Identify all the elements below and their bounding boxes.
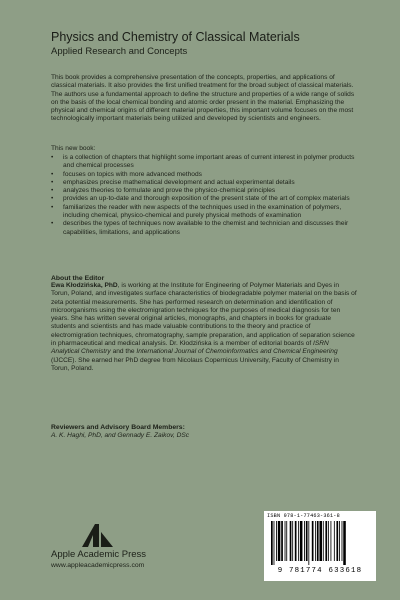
about-editor-heading: About the Editor bbox=[51, 275, 105, 282]
feature-item: • is a collection of chapters that highlight some important areas of current interest in polymer products and chemical processes bbox=[51, 154, 357, 171]
feature-item: • familiarizes the reader with new aspects of the techniques used in the examination of polymers, including chemical, physico-chemical and purely physical methods of examination bbox=[51, 204, 357, 221]
journal-name: International Journal of Chemoinformatics and Chemical Engineering bbox=[136, 348, 338, 356]
barcode-icon bbox=[271, 521, 371, 565]
isbn-label: ISBN 978-1-77463-361-8 bbox=[267, 513, 340, 519]
reviewers-names: A. K. Haghi, PhD, and Gennady E. Zaikov, DSc bbox=[51, 432, 190, 439]
publisher-logo-icon bbox=[80, 523, 114, 547]
editor-name: Ewa Kłodzińska, PhD bbox=[51, 282, 118, 289]
new-book-heading: This new book: bbox=[51, 145, 96, 152]
journal-name: ISRN Analytical Chemistry bbox=[51, 340, 329, 356]
publisher-website: www.appleacademicpress.com bbox=[51, 562, 145, 569]
editor-bio-text: and the bbox=[110, 348, 137, 356]
feature-item: • analyzes theories to formulate and prove the physico-chemical principles bbox=[51, 187, 357, 195]
barcode-digits: 9 781774 633618 bbox=[277, 567, 363, 575]
reviewers-heading: Reviewers and Advisory Board Members: bbox=[51, 424, 185, 431]
feature-item: • focuses on topics with more advanced methods bbox=[51, 171, 357, 179]
book-title: Physics and Chemistry of Classical Materials bbox=[51, 30, 300, 44]
editor-bio-text: , is working at the Institute for Engineering of Polymer Materials and Dyes in Torun, Poland, and investigates surface characteristics of biodegradable polymer material on the basis of zeta potential measurements. She has performed research on determination and identification of microorganisms using the electromigration techniques for the purposes of medical diagnosis for ten years. She has written several original articles, monographs, and chapters in books for graduate students and scientists and has made valuable contributions to the theory and practice of electromigration techniques, chromatography, sample preparation, and application of separation science in pharmaceutical and medical analysis. Dr. Kłodzińska is a member of editorial boards of bbox=[51, 282, 357, 348]
editor-bio bbox=[51, 282, 357, 373]
book-description: This book provides a comprehensive presentation of the concepts, properties, and applications of classical materials. It also provides the first unified treatment for the broad subject of classical materials. The authors use a fundamental approach to define the structure and properties of a wide range of solids on the basis of the local chemical bonding and atomic order present in the material. Emphasizing the physical and chemical origins of different material properties, this important volume focuses on the most technologically important materials being utilized and developed by scientists and engineers. bbox=[51, 74, 355, 123]
publisher-name: Apple Academic Press bbox=[51, 549, 147, 560]
feature-item: • emphasizes precise mathematical development and actual experimental details bbox=[51, 179, 357, 187]
feature-item: • describes the types of techniques now available to the chemist and technician and discusses their capabilities, limitations, and applications bbox=[51, 220, 357, 237]
editor-bio-text: (IJCCE). She earned her PhD degree from Nicolaus Copernicus University, Faculty of Chemistry in Torun, Poland. bbox=[51, 356, 339, 372]
feature-list bbox=[51, 154, 357, 237]
feature-item: • provides an up-to-date and thorough exposition of the present state of the art of complex materials bbox=[51, 195, 357, 203]
book-subtitle: Applied Research and Concepts bbox=[51, 46, 188, 57]
